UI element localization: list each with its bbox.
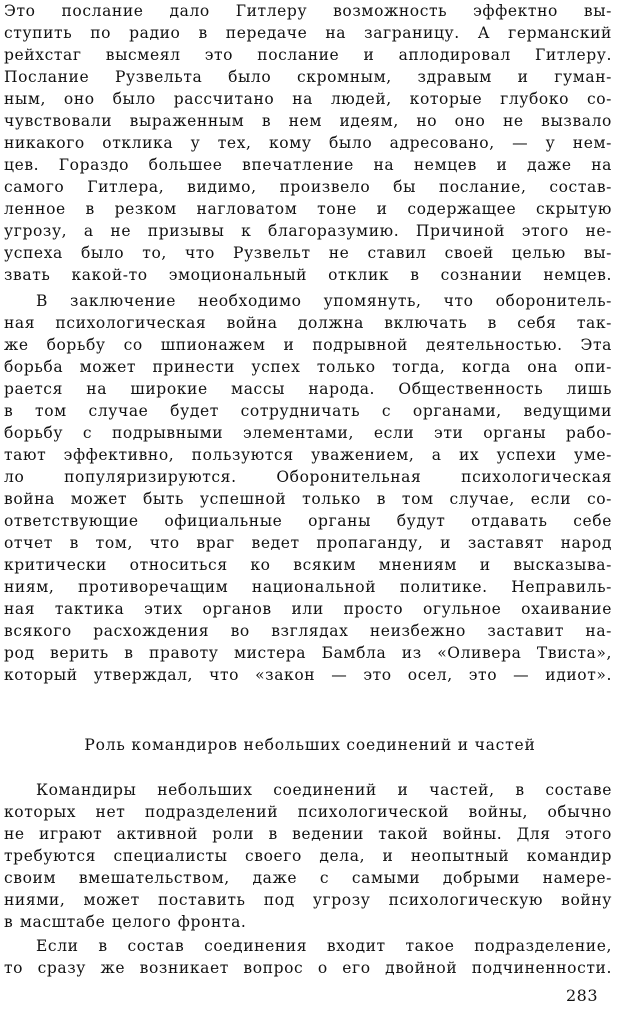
text-line: В заключение необходимо упомянуть, что оборонитель- (36, 292, 612, 310)
text-line: ная психологическая война должна включать в себя так- (4, 314, 612, 332)
text-line: требуются специалисты своего дела, и неопытный командир (4, 847, 612, 865)
text-line: тают эффективно, пользуются уважением, а их успехи уме- (4, 446, 612, 464)
text-line: звать какой-то эмоциональный отклик в сознании немцев. (4, 266, 612, 284)
text-line: Это послание дало Гитлеру возможность эффектно вы- (4, 2, 612, 20)
text-line: в том случае будет сотрудничать с органами, ведущими (4, 402, 612, 420)
text-line: Послание Рузвельта было скромным, здравым и гуман- (4, 68, 612, 86)
text-line: ниями, может поставить под угрозу психологическую войну (4, 891, 612, 909)
page-number: 283 (565, 986, 598, 1005)
text-line: которых нет подразделений психологической войны, обычно (4, 803, 612, 821)
text-line: всякого расхождения во взглядах неизбежно заставит на- (4, 622, 612, 640)
text-line: рейхстаг высмеял это послание и аплодировал Гитлеру. (4, 46, 612, 64)
text-line: борьба может принести успех только тогда, когда она опи- (4, 358, 612, 376)
text-line: ло популяризируются. Оборонительная психологическая (4, 468, 612, 486)
text-line: род верить в правоту мистера Бамбла из «Оливера Твиста», (4, 644, 612, 662)
text-line: не играют активной роли в ведении такой войны. Для этого (4, 825, 612, 843)
text-line: рается на широкие массы народа. Общественность лишь (4, 380, 612, 398)
text-line: в масштабе целого фронта. (4, 913, 247, 931)
text-line: же борьбу со шпионажем и подрывной деятельностью. Эта (4, 336, 612, 354)
text-line: угрозу, а не призывы к благоразумию. Причиной этого не- (4, 222, 612, 240)
text-line: Командиры небольших соединений и частей, в составе (36, 781, 612, 799)
text-line: никакого отклика у тех, кому было адресовано, — у нем- (4, 134, 612, 152)
text-line: Если в состав соединения входит такое подразделение, (36, 937, 612, 955)
text-line: критически относиться ко всяким мнениям и высказыва- (4, 556, 612, 574)
text-line: ступить по радио в передаче на заграницу. А германский (4, 24, 612, 42)
text-line: борьбу с подрывными элементами, если эти органы рабо- (4, 424, 612, 442)
text-line: ответствующие официальные органы будут отдавать себе (4, 512, 612, 530)
text-line: чувствовали выраженным в нем идеям, но оно не вызвало (4, 112, 612, 130)
text-line: который утверждал, что «закон — это осел, это — идиот». (4, 666, 612, 684)
text-line: то сразу же возникает вопрос о его двойной подчиненности. (4, 959, 612, 977)
text-line: отчет в том, что враг ведет пропаганду, и заставят народ (4, 534, 612, 552)
text-line: ным, оно было рассчитано на людей, которые глубоко со- (4, 90, 612, 108)
text-line: ная тактика этих органов или просто огульное охаивание (4, 600, 612, 618)
text-line: своим вмешательством, даже с самыми добрыми намере- (4, 869, 612, 887)
text-line: успеха было то, что Рузвельт не ставил своей целью вы- (4, 244, 612, 262)
section-heading: Роль командиров небольших соединений и частей (84, 736, 536, 754)
text-line: ленное в резком нагловатом тоне и содержащее скрытую (4, 200, 612, 218)
text-line: ниям, противоречащим национальной политике. Неправиль- (4, 578, 612, 596)
text-line: самого Гитлера, видимо, произвело бы послание, состав- (4, 178, 612, 196)
text-line: цев. Гораздо большее впечатление на немцев и даже на (4, 156, 612, 174)
text-line: война может быть успешной только в том случае, если со- (4, 490, 612, 508)
